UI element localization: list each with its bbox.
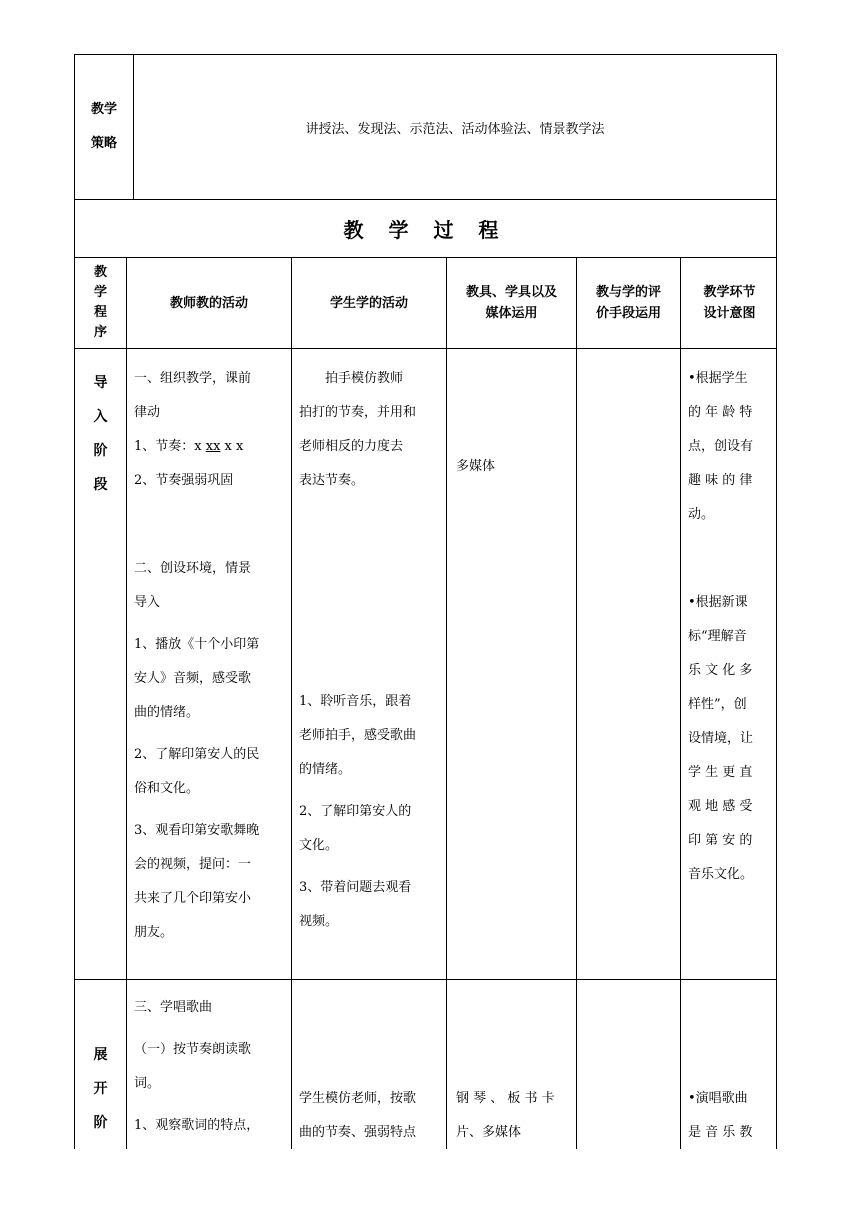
spacer bbox=[134, 730, 284, 738]
text-line: 印 第 安 的 bbox=[688, 833, 753, 848]
rhythm-suffix: x x bbox=[220, 439, 244, 454]
stage1-student-activity bbox=[299, 362, 439, 498]
text-line: 动。 bbox=[688, 507, 715, 522]
text-line: 1、观察歌词的特点， bbox=[134, 1118, 260, 1133]
text-line: 学生模仿老师，按歌 bbox=[299, 1091, 417, 1106]
rhythm-underlined: xx bbox=[205, 439, 221, 454]
text-line: 2、了解印第安人的民 bbox=[134, 747, 260, 762]
text-line: 点，创设有 bbox=[688, 439, 754, 454]
strategy-label-line2: 策略 bbox=[90, 136, 117, 151]
process-table bbox=[74, 257, 777, 1149]
spacer bbox=[134, 806, 284, 814]
text-line: 导入 bbox=[134, 595, 161, 610]
row-divider bbox=[75, 348, 776, 349]
stage2-label-char: 阶 bbox=[93, 1115, 108, 1131]
spacer bbox=[299, 863, 439, 871]
stage1-tools bbox=[456, 450, 571, 484]
text-line: 一、组织教学，课前 bbox=[134, 371, 252, 386]
stage1-student-activity-2 bbox=[299, 685, 439, 939]
text-line: 1、播放《十个小印第 bbox=[134, 637, 260, 652]
stage1-label-char: 段 bbox=[93, 477, 108, 493]
text-line: 是 音 乐 教 bbox=[688, 1125, 753, 1140]
stage2-student-activity bbox=[299, 1082, 439, 1150]
text-line: （一）按节奏朗读歌 bbox=[134, 1042, 252, 1057]
text-line: 安人》音频，感受歌 bbox=[134, 671, 252, 686]
header-evaluation bbox=[577, 258, 680, 348]
text-line: 朋友。 bbox=[134, 925, 174, 940]
stage2-design-intent bbox=[688, 1082, 772, 1150]
stage1-label-char: 入 bbox=[93, 409, 108, 425]
text-line bbox=[134, 430, 284, 464]
header-sequence-char: 学 bbox=[93, 285, 107, 300]
text-line: 拍手模仿教师 bbox=[325, 371, 404, 386]
text-line: 多媒体 bbox=[456, 459, 496, 474]
header-sequence-char: 序 bbox=[93, 325, 107, 340]
stage2-tools bbox=[456, 1082, 571, 1150]
row-divider bbox=[75, 979, 776, 980]
spacer bbox=[134, 498, 284, 552]
process-title: 教 学 过 程 bbox=[74, 199, 777, 258]
text-line: 3、带着问题去观看 bbox=[299, 880, 412, 895]
header-sequence bbox=[75, 258, 126, 348]
header-teacher: 教师教的活动 bbox=[169, 295, 248, 311]
text-line: 钢 琴 、 板 书 卡 bbox=[456, 1091, 555, 1106]
text-line: •演唱歌曲 bbox=[688, 1091, 748, 1106]
text-line: •根据学生 bbox=[688, 371, 748, 386]
spacer bbox=[134, 1025, 284, 1033]
text-line: 视频。 bbox=[299, 914, 339, 929]
strategy-label bbox=[75, 55, 134, 199]
text-line: 2、节奏强弱巩固 bbox=[134, 473, 234, 488]
text-line: 2、了解印第安人的 bbox=[299, 804, 412, 819]
stage2-label-char: 开 bbox=[93, 1081, 108, 1097]
text-line: 律动 bbox=[134, 405, 161, 420]
stage2-teacher-activity bbox=[134, 991, 284, 1143]
strategy-label-line1: 教学 bbox=[90, 102, 117, 117]
spacer bbox=[134, 1101, 284, 1109]
header-evaluation-line1: 教与学的评 bbox=[595, 285, 661, 300]
spacer bbox=[299, 787, 439, 795]
text-line: 俗和文化。 bbox=[134, 781, 200, 796]
strategy-value: 讲授法、发现法、示范法、活动体验法、情景教学法 bbox=[305, 121, 605, 137]
stage2-label bbox=[75, 1038, 126, 1140]
header-sequence-char: 程 bbox=[93, 305, 107, 320]
column-divider bbox=[446, 258, 447, 1149]
text-line: 三、学唱歌曲 bbox=[134, 1000, 213, 1015]
header-evaluation-line2: 价手段运用 bbox=[595, 306, 661, 321]
text-line: 乐 文 化 多 bbox=[688, 663, 753, 678]
header-intent-line2: 设计意图 bbox=[703, 306, 756, 321]
text-line: 3、观看印第安歌舞晚 bbox=[134, 823, 260, 838]
header-tools bbox=[447, 258, 576, 348]
text-line: 的 年 龄 特 bbox=[688, 405, 753, 420]
text-line: 片、多媒体 bbox=[456, 1125, 522, 1140]
stage1-label-char: 导 bbox=[93, 375, 108, 391]
column-divider bbox=[126, 258, 127, 1149]
strategy-table bbox=[74, 54, 777, 200]
header-intent bbox=[681, 258, 778, 348]
text-line: 二、创设环境，情景 bbox=[134, 561, 252, 576]
stage1-teacher-activity bbox=[134, 362, 284, 950]
text-line: 文化。 bbox=[299, 838, 339, 853]
text-line: 的情绪。 bbox=[299, 762, 352, 777]
text-line: 老师拍手，感受歌曲 bbox=[299, 728, 417, 743]
text-line: 会的视频，提问：一 bbox=[134, 857, 252, 872]
stage1-label bbox=[75, 366, 126, 502]
stage1-label-char: 阶 bbox=[93, 443, 108, 459]
text-line: 趣 味 的 律 bbox=[688, 473, 753, 488]
stage2-label-char: 展 bbox=[93, 1047, 108, 1063]
text-line: •根据新课 bbox=[688, 595, 748, 610]
column-divider bbox=[576, 258, 577, 1149]
text-line: 共来了几个印第安小 bbox=[134, 891, 252, 906]
text-line: 老师相反的力度去 bbox=[299, 439, 404, 454]
header-intent-line1: 教学环节 bbox=[703, 285, 756, 300]
stage1-design-intent-2 bbox=[688, 586, 772, 892]
header-sequence-char: 教 bbox=[93, 265, 107, 280]
text-line: 曲的情绪。 bbox=[134, 705, 200, 720]
text-line: 样性”，创 bbox=[688, 697, 747, 712]
text-line: 音乐文化。 bbox=[688, 867, 754, 882]
header-student: 学生学的活动 bbox=[329, 295, 408, 311]
text-line: 学 生 更 直 bbox=[688, 765, 753, 780]
text-line: 表达节奏。 bbox=[299, 473, 365, 488]
header-tools-line2: 媒体运用 bbox=[485, 306, 538, 321]
text-line: 观 地 感 受 bbox=[688, 799, 753, 814]
text-line: 词。 bbox=[134, 1076, 161, 1091]
rhythm-prefix: 1、节奏：x bbox=[134, 439, 206, 454]
text-line: 设情境，让 bbox=[688, 731, 754, 746]
column-divider bbox=[680, 258, 681, 1149]
column-divider bbox=[291, 258, 292, 1149]
text-line: 曲的节奏、强弱特点 bbox=[299, 1125, 417, 1140]
text-line: 1、聆听音乐，跟着 bbox=[299, 694, 412, 709]
text-line: 拍打的节奏，并用和 bbox=[299, 405, 417, 420]
spacer bbox=[134, 620, 284, 628]
header-tools-line1: 教具、学具以及 bbox=[465, 285, 557, 300]
text-line: 标“理解音 bbox=[688, 629, 747, 644]
stage1-design-intent bbox=[688, 362, 772, 532]
